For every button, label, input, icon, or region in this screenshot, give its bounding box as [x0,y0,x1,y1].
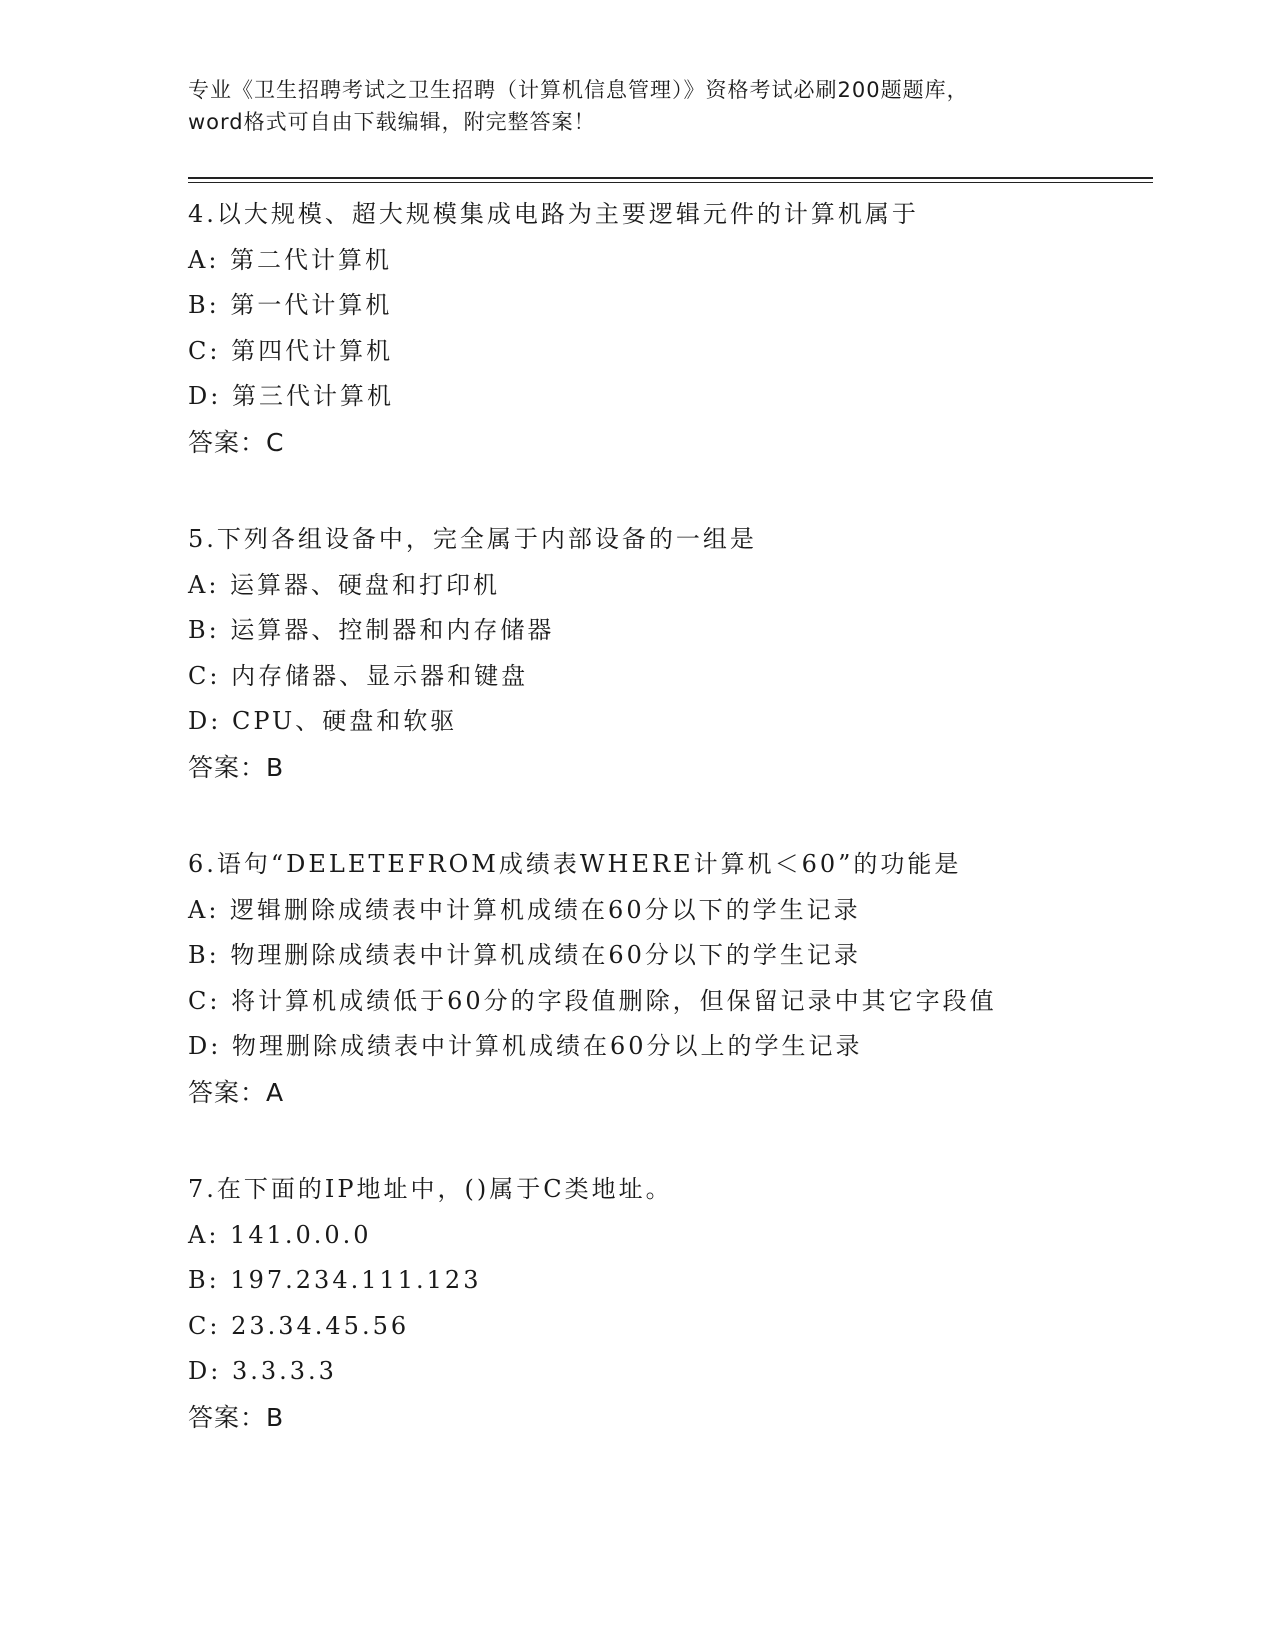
option-c: C: 内存储器、显示器和键盘 [188,661,529,690]
option-d: D: 3.3.3.3 [188,1357,337,1385]
question-5 [188,517,1148,790]
option-a: A: 141.0.0.0 [188,1220,372,1249]
document-header [188,74,1088,138]
header-title-line-1: 专业《卫生招聘考试之卫生招聘（计算机信息管理）》资格考试必刷200题题库， [188,78,969,102]
option-a: A: 逻辑删除成绩表中计算机成绩在60分以下的学生记录 [188,895,861,924]
option-b: B: 197.234.111.123 [188,1266,482,1294]
question-stem: 4.以大规模、超大规模集成电路为主要逻辑元件的计算机属于 [188,200,919,228]
question-6 [188,842,1148,1115]
answer-line: 答案：C [188,427,285,457]
option-b: B: 第一代计算机 [188,291,393,319]
option-a: A: 运算器、硬盘和打印机 [188,570,501,599]
header-divider-thick [188,177,1153,179]
option-d: D: CPU、硬盘和软驱 [188,707,458,735]
question-stem: 6.语句“DELETEFROM成绩表WHERE计算机＜60”的功能是 [188,850,962,878]
option-b: B: 物理删除成绩表中计算机成绩在60分以下的学生记录 [188,941,861,969]
option-b: B: 运算器、控制器和内存储器 [188,616,555,644]
answer-line: 答案：B [188,1402,285,1432]
question-list [188,192,1148,1492]
option-c: C: 第四代计算机 [188,336,394,365]
option-d: D: 物理删除成绩表中计算机成绩在60分以上的学生记录 [188,1032,863,1060]
question-4 [188,192,1148,465]
question-7 [188,1167,1148,1440]
option-d: D: 第三代计算机 [188,382,394,410]
answer-line: 答案：B [188,752,285,782]
option-c: C: 23.34.45.56 [188,1311,410,1340]
option-a: A: 第二代计算机 [188,245,393,274]
question-stem: 5.下列各组设备中，完全属于内部设备的一组是 [188,525,757,553]
answer-line: 答案：A [188,1077,285,1107]
option-c: C: 将计算机成绩低于60分的字段值删除，但保留记录中其它字段值 [188,986,997,1015]
question-stem: 7.在下面的IP地址中，()属于C类地址。 [188,1175,673,1203]
header-title-line-2: word格式可自由下载编辑，附完整答案！ [188,110,596,134]
header-divider-thin [188,182,1153,183]
